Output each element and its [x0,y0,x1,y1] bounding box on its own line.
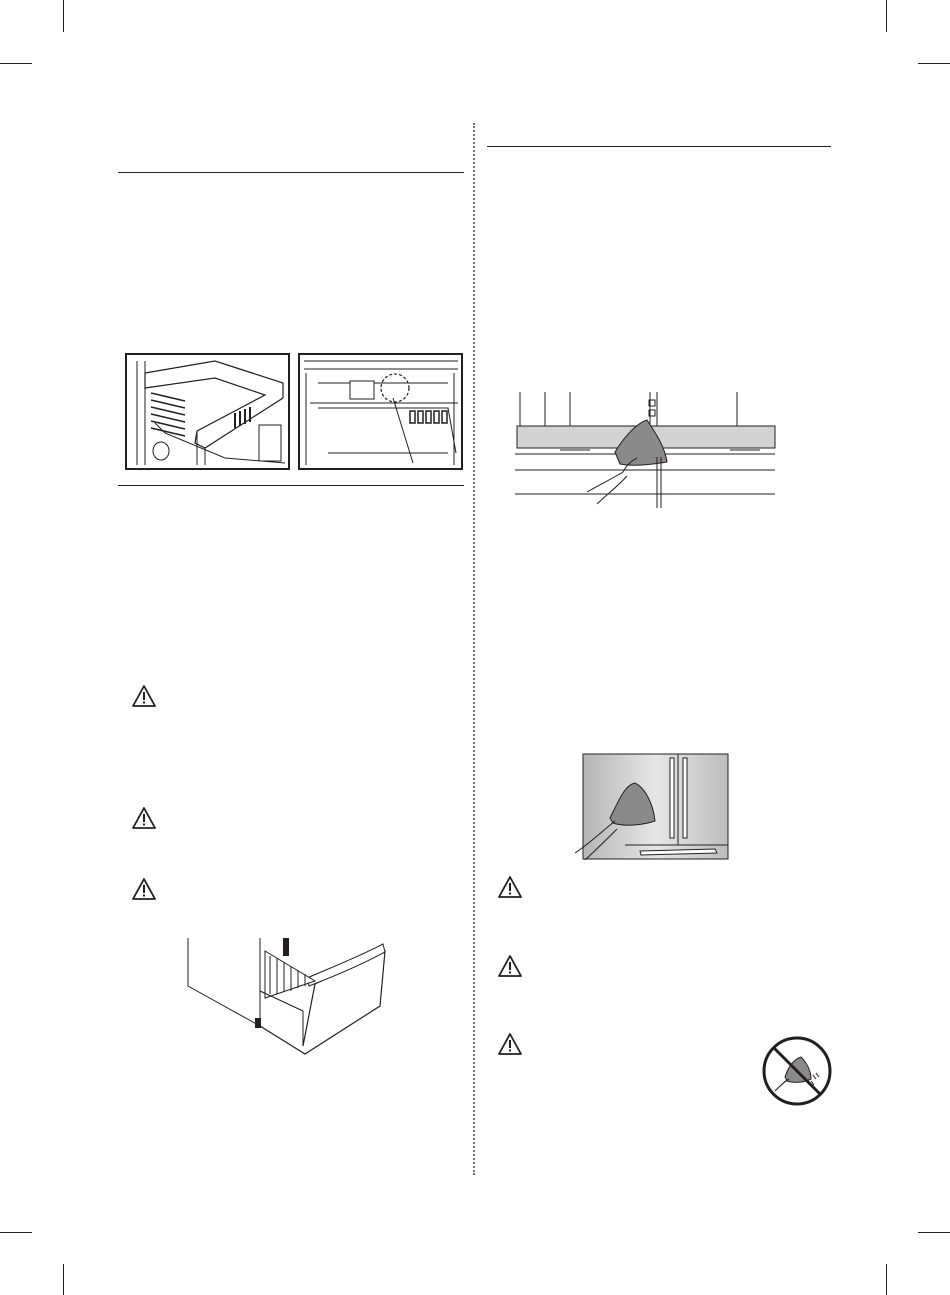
crop-mark [918,1232,950,1233]
prohibition-icon [761,1035,833,1107]
crop-mark [886,0,887,32]
section-rule [118,485,464,486]
warning-icon [498,955,522,977]
crop-mark [63,0,64,32]
crop-mark [886,1264,887,1295]
freezer-drawer-figure [185,936,390,1058]
crop-mark [63,1264,64,1295]
section-rule [487,146,831,147]
drawer-cover-figure-right [298,353,463,470]
warning-icon [132,807,156,829]
drawer-cover-figure-left [125,353,290,470]
crop-mark [0,63,32,64]
crop-mark [0,1232,32,1233]
section-rule [118,172,464,173]
warning-icon [498,1033,522,1055]
wiping-door-figure [575,753,730,860]
crop-mark [918,63,950,64]
warning-icon [498,876,522,898]
warning-icon [132,685,156,707]
column-divider [473,123,475,1175]
warning-icon [132,878,156,900]
wiping-shelf-figure [515,392,777,508]
